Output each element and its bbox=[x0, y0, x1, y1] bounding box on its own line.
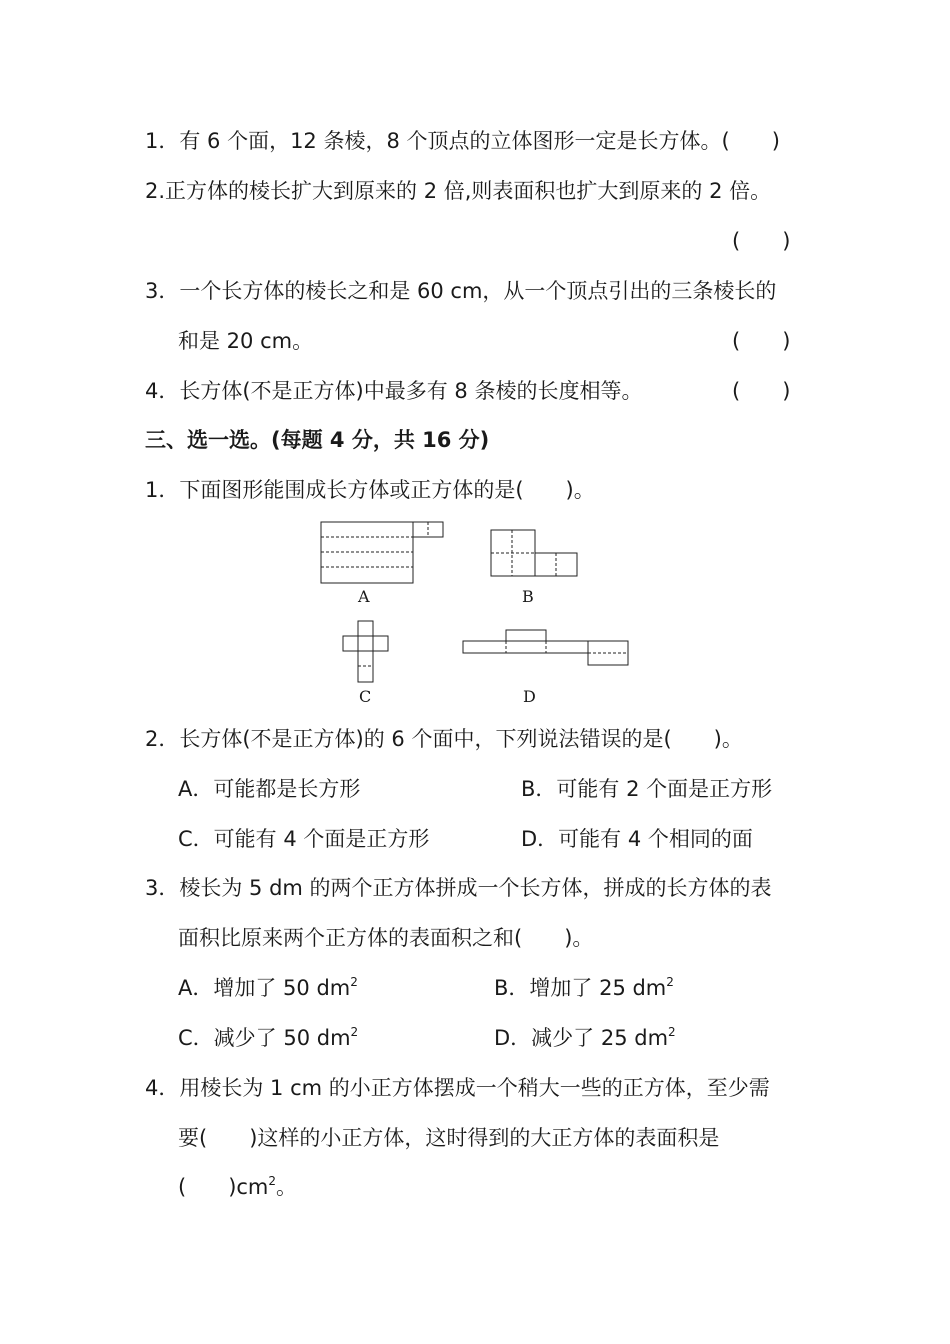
judge-q4-paren[interactable]: ( ) bbox=[732, 379, 791, 403]
choice-q3-option-a[interactable]: A．增加了 50 $dm^2$ bbox=[178, 975, 358, 1000]
figure-label-d: D bbox=[523, 687, 536, 706]
judge-q2: 2.正方体的棱长扩大到原来的 2 倍,则表面积也扩大到原来的 2 倍。 bbox=[145, 179, 772, 203]
choice-q4-line1: 4．用棱长为 1 cm 的小正方体摆成一个稍大一些的正方体，至少需 bbox=[145, 1076, 770, 1100]
figure-label-b: B bbox=[522, 587, 534, 606]
judge-q1: 1．有 6 个面，12 条棱，8 个顶点的立体图形一定是长方体。( ) bbox=[145, 129, 780, 153]
choice-q3-option-b[interactable]: B．增加了 25 $dm^2$ bbox=[494, 975, 674, 1000]
figure-label-c: C bbox=[359, 687, 372, 706]
judge-q3-line1: 3．一个长方体的棱长之和是 60 cm，从一个顶点引出的三条棱长的 bbox=[145, 279, 777, 303]
choice-q1: 1．下面图形能围成长方体或正方体的是( )。 bbox=[145, 478, 595, 502]
judge-q3-line2: 和是 20 cm。 bbox=[178, 329, 314, 353]
judge-q2-paren[interactable]: ( ) bbox=[732, 229, 791, 253]
choice-q3-option-c[interactable]: C．减少了 50 $dm^2$ bbox=[178, 1025, 359, 1050]
choice-q3-option-d[interactable]: D．减少了 25 $dm^2$ bbox=[494, 1025, 676, 1050]
net-figure-d bbox=[462, 629, 632, 669]
net-figure-c bbox=[342, 620, 392, 684]
net-figure-b bbox=[490, 529, 582, 579]
choice-q3-line1: 3．棱长为 5 dm 的两个正方体拼成一个长方体，拼成的长方体的表 bbox=[145, 876, 772, 900]
choice-q2-option-d[interactable]: D．可能有 4 个相同的面 bbox=[521, 827, 753, 851]
section-title: 三、选一选。(每题 4 分，共 16 分) bbox=[145, 428, 490, 452]
choice-q2: 2．长方体(不是正方体)的 6 个面中，下列说法错误的是( )。 bbox=[145, 727, 743, 751]
choice-q4-line3: ( )$cm^2$。 bbox=[178, 1174, 298, 1199]
choice-q2-option-b[interactable]: B．可能有 2 个面是正方形 bbox=[521, 777, 773, 801]
choice-q4-line2: 要( )这样的小正方体，这时得到的大正方体的表面积是 bbox=[178, 1126, 720, 1150]
judge-q3-paren[interactable]: ( ) bbox=[732, 329, 791, 353]
figure-label-a: A bbox=[358, 587, 370, 606]
choice-q3-line2: 面积比原来两个正方体的表面积之和( )。 bbox=[178, 926, 594, 950]
choice-q2-option-a[interactable]: A．可能都是长方形 bbox=[178, 777, 361, 801]
net-figure-a bbox=[320, 521, 446, 585]
judge-q4: 4．长方体(不是正方体)中最多有 8 条棱的长度相等。 bbox=[145, 379, 643, 403]
choice-q2-option-c[interactable]: C．可能有 4 个面是正方形 bbox=[178, 827, 430, 851]
